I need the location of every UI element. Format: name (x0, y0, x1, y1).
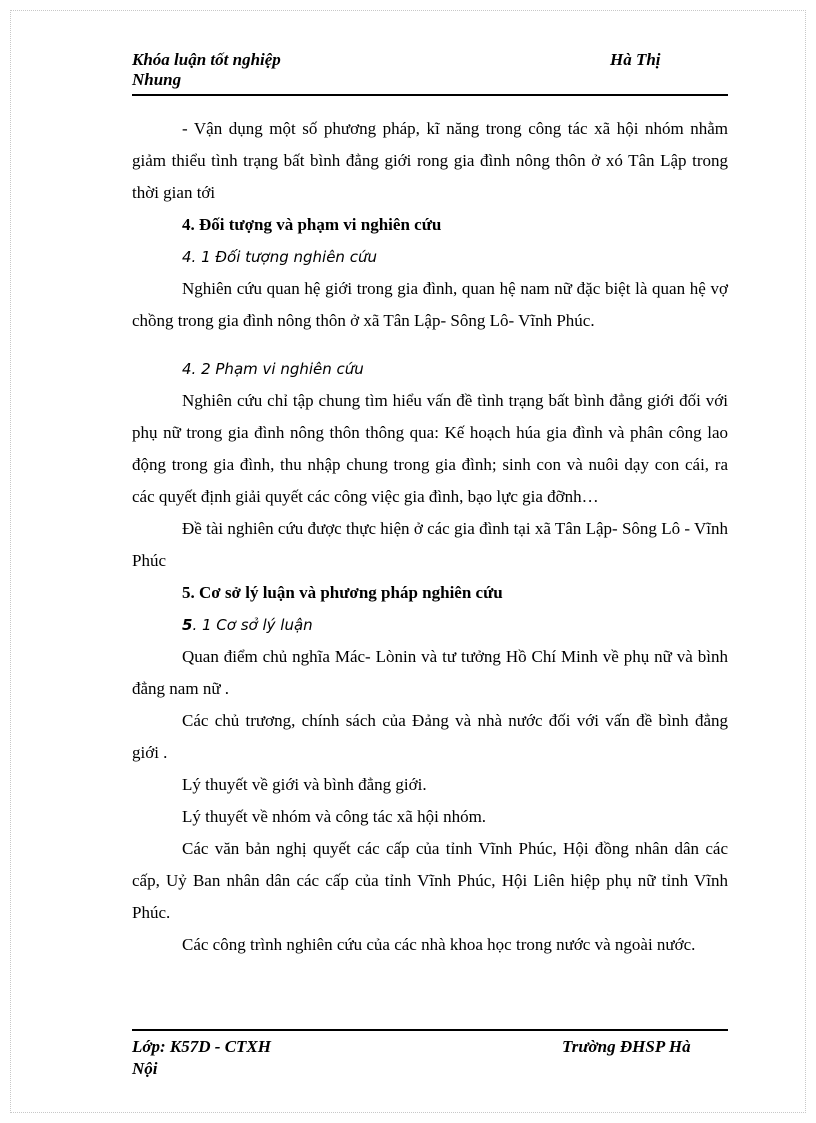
footer-left (132, 1036, 432, 1080)
header-title-cont: Nhung (132, 70, 182, 89)
paragraph: Lý thuyết về giới và bình đẳng giới. (182, 775, 427, 794)
subsection-number: 5 (182, 616, 193, 634)
subsection-heading-4-2: 4. 2 Phạm vi nghiên cứu (182, 360, 364, 378)
subsection-heading-5-1 (132, 609, 728, 641)
paragraph: Nghiên cứu quan hệ giới trong gia đình, quan hệ nam nữ đặc biệt là quan hệ vợ chồng trong gia đình nông thôn ở xã Tân Lập- Sông Lô- Vĩnh Phúc. (132, 279, 728, 330)
document-body (132, 113, 728, 961)
spacer (132, 337, 728, 353)
footer-class: Lớp: K57D - CTXH (132, 1037, 271, 1056)
subsection-heading-4-1: 4. 1 Đối tượng nghiên cứu (182, 248, 377, 266)
paragraph: Các công trình nghiên cứu của các nhà khoa học trong nước và ngoài nước. (182, 935, 696, 954)
paragraph: Đề tài nghiên cứu được thực hiện ở các gia đình tại xã Tân Lập- Sông Lô - Vĩnh Phúc (132, 519, 728, 570)
footer-school: Trường ĐHSP Hà (562, 1037, 691, 1056)
paragraph: Các chủ trương, chính sách của Đảng và nhà nước đối với vấn đề bình đẳng giới . (132, 711, 728, 762)
paragraph: - Vận dụng một số phương pháp, kĩ năng trong công tác xã hội nhóm nhằm giảm thiểu tình trạng bất bình đẳng giới rong gia đình nông thôn ở xó Tân Lập trong thời gian tới (132, 119, 728, 202)
page-footer (132, 1029, 728, 1079)
section-heading-5: 5. Cơ sở lý luận và phương pháp nghiên cứu (182, 583, 503, 602)
header-left (132, 50, 432, 90)
header-author: Hà Thị (610, 50, 661, 69)
subsection-title: . 1 Cơ sở lý luận (192, 616, 313, 634)
paragraph: Lý thuyết về nhóm và công tác xã hội nhóm. (182, 807, 487, 826)
paragraph: Nghiên cứu chỉ tập chung tìm hiểu vấn đề tình trạng bất bình đẳng giới đối với phụ nữ trong gia đình nông thôn thông qua: Kế hoạch húa gia đình và phân công lao động trong gia đình, thu nhập chung trong gia đình; sinh con và nuôi dạy con cái, ra các quyết định giải quyết các công việc gia đình, bạo lực gia đỡnh… (132, 391, 728, 506)
page-header (132, 50, 728, 96)
section-heading-4: 4. Đối tượng và phạm vi nghiên cứu (182, 215, 442, 234)
paragraph: Các văn bản nghị quyết các cấp của tỉnh Vĩnh Phúc, Hội đồng nhân dân các cấp, Uỷ Ban nhân dân các cấp của tỉnh Vĩnh Phúc, Hội Liên hiệp phụ nữ tỉnh Vĩnh Phúc. (132, 839, 728, 922)
paragraph: Quan điểm chủ nghĩa Mác- Lònin và tư tưởng Hồ Chí Minh về phụ nữ và bình đẳng nam nữ . (132, 647, 728, 698)
footer-class-cont: Nội (132, 1059, 158, 1078)
header-title: Khóa luận tốt nghiệp (132, 50, 281, 69)
